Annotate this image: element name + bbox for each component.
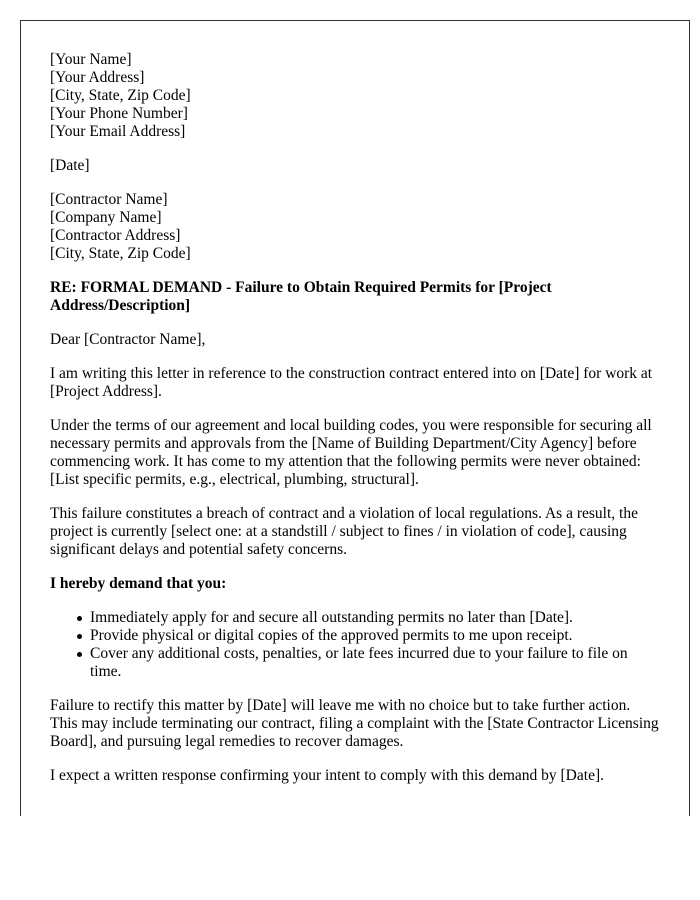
sender-block: [50, 51, 659, 141]
demand-item: Cover any additional costs, penalties, or late fees incurred due to your failure to file on time.: [90, 645, 659, 681]
sender-phone: [Your Phone Number]: [50, 105, 188, 122]
sender-city-state-zip: [City, State, Zip Code]: [50, 87, 191, 104]
sender-email: [Your Email Address]: [50, 123, 186, 140]
body-paragraph-3: This failure constitutes a breach of contract and a violation of local regulations. As a result, the project is currently [select one: at a standstill / subject to fines / in violation of code], causing significant delays and potential safety concerns.: [50, 505, 638, 558]
sender-address: [Your Address]: [50, 69, 145, 86]
body-paragraph-1: I am writing this letter in reference to the construction contract entered into on [Date] for work at [Project Address].: [50, 365, 653, 400]
demand-item: Immediately apply for and secure all outstanding permits no later than [Date].: [90, 609, 659, 627]
body-paragraph-2: Under the terms of our agreement and local building codes, you were responsible for securing all necessary permits and approvals from the [Name of Building Department/City Agency] before commencing work. It has come to my attention that the following permits were never obtained: [List specific permits, e.g., electrical, plumbing, structural].: [50, 417, 652, 488]
recipient-company-name: [Company Name]: [50, 209, 162, 226]
closing-paragraph-1: Failure to rectify this matter by [Date] will leave me with no choice but to take further action. This may include terminating our contract, filing a complaint with the [State Contractor Licensing Board], and pursuing legal remedies to recover damages.: [50, 697, 659, 750]
demand-heading: I hereby demand that you:: [50, 575, 227, 592]
demand-list: [50, 609, 659, 681]
closing-paragraph-2: I expect a written response confirming your intent to comply with this demand by [Date].: [50, 767, 604, 784]
recipient-contractor-name: [Contractor Name]: [50, 191, 168, 208]
letter-page: [20, 20, 690, 816]
letter-date: [Date]: [50, 157, 90, 174]
sender-name: [Your Name]: [50, 51, 132, 68]
recipient-block: [50, 191, 659, 263]
demand-item: Provide physical or digital copies of the approved permits to me upon receipt.: [90, 627, 659, 645]
recipient-city-state-zip: [City, State, Zip Code]: [50, 245, 191, 262]
subject-line: RE: FORMAL DEMAND - Failure to Obtain Required Permits for [Project Address/Description]: [50, 279, 552, 314]
salutation: Dear [Contractor Name],: [50, 331, 206, 348]
recipient-contractor-address: [Contractor Address]: [50, 227, 181, 244]
